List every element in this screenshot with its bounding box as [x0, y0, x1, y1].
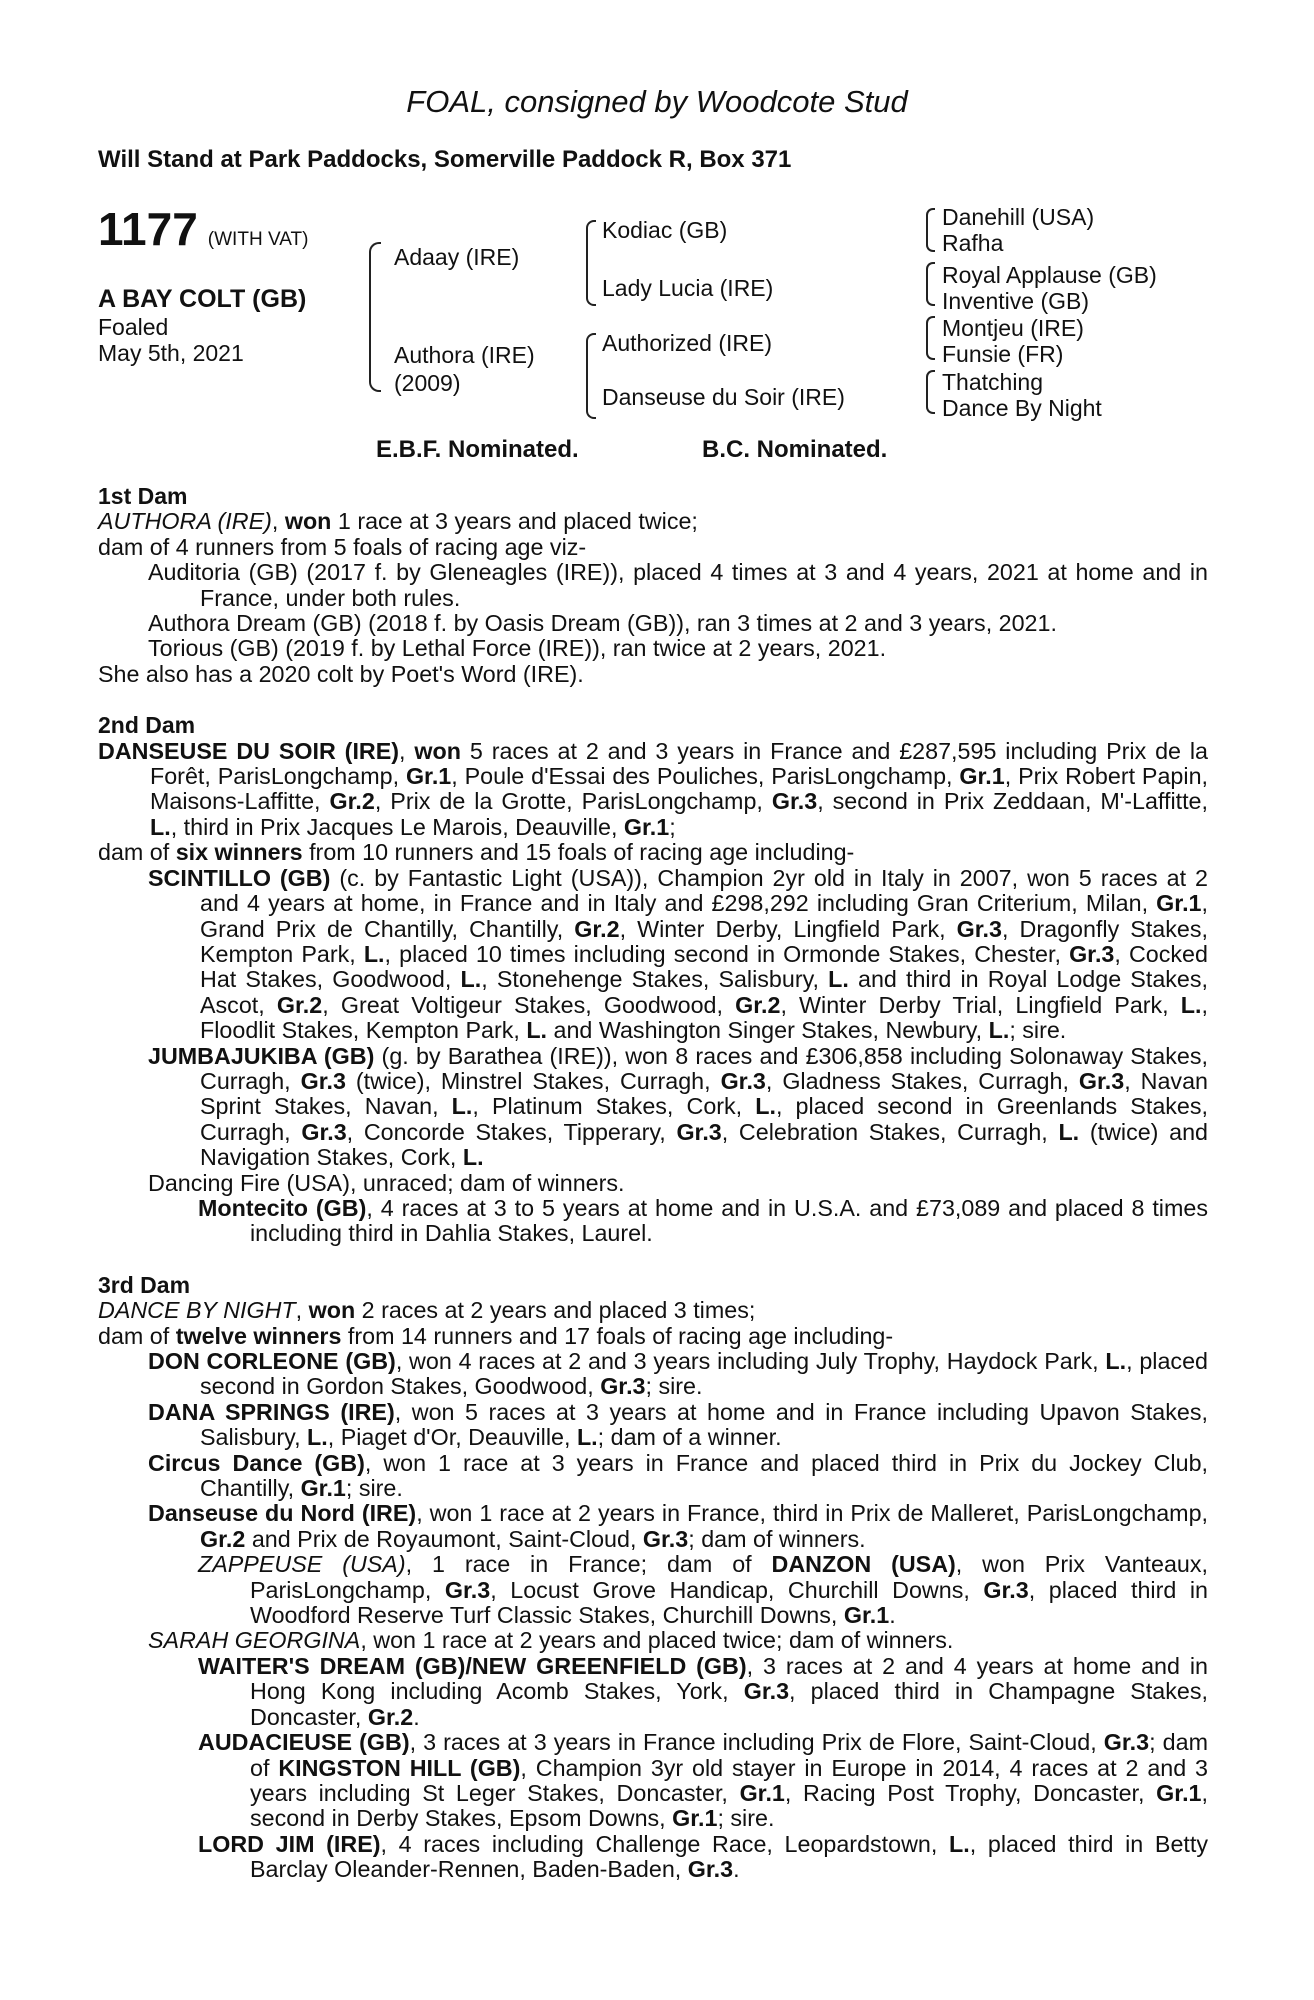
- pedigree-brace-g1: [926, 208, 935, 252]
- pedigree-g8: Dance By Night: [942, 395, 1102, 421]
- second-dam-line: DANSEUSE DU SOIR (IRE), won 5 races at 2 and 3 years in France and £287,595 including Prix de la Forêt, ParisLongchamp, Gr.1, Poule d'Essai des Pouliches, ParisLongchamp, Gr.1, Prix Robert Papin, Maisons-Laffitte, Gr.2, Prix de la Grotte, ParisLongchamp, Gr.3, second in Prix Zeddaan, M'-Laffitte, L., third in Prix Jacques Le Marois, Deauville, Gr.1;: [98, 737, 1209, 840]
- produce-entry: Authora Dream (GB) (2018 f. by Oasis Dream (GB)), ran 3 times at 2 and 3 years, 2021.: [148, 610, 1057, 637]
- pedigree-g5: Montjeu (IRE): [942, 315, 1084, 341]
- produce-entry: AUDACIEUSE (GB), 3 races at 3 years in France including Prix de Flore, Saint-Cloud, Gr.3; dam of KINGSTON HILL (GB), Champion 3yr old stayer in Europe in 2014, 4 races at 2 and 3 years including St Leger Stakes, Doncaster, Gr.1, Racing Post Trophy, Doncaster, Gr.1, second in Derby Stakes, Epsom Downs, Gr.1; sire.: [198, 1729, 1209, 1832]
- produce-entry: LORD JIM (IRE), 4 races including Challenge Race, Leopardstown, L., placed third in Betty Barclay Oleander-Rennen, Baden-Baden, Gr.3.: [198, 1830, 1208, 1883]
- pedigree-g3: Royal Applause (GB): [942, 262, 1157, 288]
- produce-entry: Montecito (GB), 4 races at 3 to 5 years at home and in U.S.A. and £73,089 and placed 8 times including third in Dahlia Stakes, Laurel.: [198, 1194, 1208, 1247]
- produce-entry: She also has a 2020 colt by Poet's Word (IRE).: [98, 660, 584, 687]
- produce-entry: JUMBAJUKIBA (GB) (g. by Barathea (IRE)), won 8 races and £306,858 including Solonaway Stakes, Curragh, Gr.3 (twice), Minstrel Stakes, Curragh, Gr.3, Gladness Stakes, Curragh, Gr.3, Navan Sprint Stakes, Navan, L., Platinum Stakes, Cork, L., placed second in Greenlands Stakes, Curragh, Gr.3, Concorde Stakes, Tipperary, Gr.3, Celebration Stakes, Curragh, L. (twice) and Navigation Stakes, Cork, L.: [148, 1042, 1208, 1171]
- second-dam-heading: 2nd Dam: [98, 712, 196, 739]
- page-title: FOAL, consigned by Woodcote Stud: [406, 84, 908, 119]
- bc-nomination: B.C. Nominated.: [702, 436, 888, 463]
- third-dam-line: DANCE BY NIGHT, won 2 races at 2 years and placed 3 times;: [98, 1297, 756, 1324]
- stand-location: Will Stand at Park Paddocks, Somerville Paddock R, Box 371: [98, 146, 792, 173]
- pedigree-g2: Rafha: [942, 230, 1004, 256]
- produce-entry: Circus Dance (GB), won 1 race at 3 years in France and placed third in Prix du Jockey Club, Chantilly, Gr.1; sire.: [148, 1449, 1208, 1502]
- pedigree-dam-dam: Danseuse du Soir (IRE): [602, 384, 845, 410]
- pedigree-sire-sire: Kodiac (GB): [602, 217, 728, 243]
- lot-number-value: 1177: [98, 203, 198, 255]
- pedigree-brace-main: [369, 242, 381, 392]
- produce-entry: Danseuse du Nord (IRE), won 1 race at 2 years in France, third in Prix de Malleret, ParisLongchamp, Gr.2 and Prix de Royaumont, Saint-Cloud, Gr.3; dam of winners.: [148, 1500, 1208, 1552]
- pedigree-g6: Funsie (FR): [942, 341, 1064, 367]
- pedigree-g4: Inventive (GB): [942, 288, 1089, 314]
- produce-entry: ZAPPEUSE (USA), 1 race in France; dam of DANZON (USA), won Prix Vanteaux, ParisLongchamp, Gr.3, Locust Grove Handicap, Churchill Downs, Gr.3, placed third in Woodford Reserve Turf Classic Stakes, Churchill Downs, Gr.1.: [198, 1551, 1209, 1629]
- ebf-nomination: E.B.F. Nominated.: [376, 436, 579, 463]
- pedigree-brace-g2: [926, 262, 935, 306]
- pedigree-sire-dam: Lady Lucia (IRE): [602, 275, 774, 301]
- first-dam-heading: 1st Dam: [98, 483, 188, 509]
- third-dam-heading: 3rd Dam: [98, 1271, 191, 1298]
- produce-entry: DON CORLEONE (GB), won 4 races at 2 and 3 years including July Trophy, Haydock Park, L., placed second in Gordon Stakes, Goodwood, Gr.3; sire.: [148, 1348, 1208, 1400]
- third-dam-produce-intro: dam of twelve winners from 14 runners and 17 foals of racing age including-: [98, 1322, 894, 1349]
- produce-entry: Auditoria (GB) (2017 f. by Gleneagles (IRE)), placed 4 times at 3 and 4 years, 2021 at home and in France, under both rules.: [148, 559, 1208, 611]
- produce-entry: SCINTILLO (GB) (c. by Fantastic Light (USA)), Champion 2yr old in Italy in 2007, won 5 races at 2 and 4 years at home, in France and in Italy and £298,292 including Gran Criterium, Milan, Gr.1, Grand Prix de Chantilly, Chantilly, Gr.2, Winter Derby, Lingfield Park, Gr.3, Dragonfly Stakes, Kempton Park, L., placed 10 times including second in Ormonde Stakes, Chester, Gr.3, Cocked Hat Stakes, Goodwood, L., Stonehenge Stakes, Salisbury, L. and third in Royal Lodge Stakes, Ascot, Gr.2, Great Voltigeur Stakes, Goodwood, Gr.2, Winter Derby Trial, Lingfield Park, L., Floodlit Stakes, Kempton Park, L. and Washington Singer Stakes, Newbury, L.; sire.: [148, 864, 1209, 1044]
- lot-description: A BAY COLT (GB): [98, 285, 307, 313]
- produce-entry: Dancing Fire (USA), unraced; dam of winners.: [148, 1169, 625, 1196]
- pedigree-narrative: [98, 484, 1208, 1883]
- pedigree-brace-dam: [586, 333, 596, 419]
- pedigree-sire: Adaay (IRE): [394, 244, 520, 270]
- pedigree-brace-sire: [586, 220, 596, 306]
- produce-entry: SARAH GEORGINA, won 1 race at 2 years and placed twice; dam of winners.: [148, 1627, 954, 1654]
- pedigree-brace-g4: [926, 370, 935, 414]
- pedigree-g7: Thatching: [942, 369, 1044, 395]
- pedigree-dam-year: (2009): [394, 370, 461, 396]
- produce-entry: Torious (GB) (2019 f. by Lethal Force (IRE)), ran twice at 2 years, 2021.: [148, 635, 887, 662]
- vat-label: (WITH VAT): [207, 229, 309, 250]
- first-dam-line: AUTHORA (IRE), won 1 race at 3 years and placed twice;: [98, 508, 698, 535]
- lot-number: [98, 202, 308, 256]
- produce-entry: DANA SPRINGS (IRE), won 5 races at 3 years at home and in France including Upavon Stakes, Salisbury, L., Piaget d'Or, Deauville, L.; dam of a winner.: [148, 1398, 1208, 1451]
- second-dam-produce-intro: dam of six winners from 10 runners and 15 foals of racing age including-: [98, 839, 855, 866]
- foaled-label: Foaled: [98, 314, 169, 340]
- pedigree-g1: Danehill (USA): [942, 204, 1095, 230]
- pedigree-dam: Authora (IRE): [394, 342, 535, 368]
- foaled-date: May 5th, 2021: [98, 340, 244, 366]
- pedigree-dam-sire: Authorized (IRE): [602, 330, 773, 356]
- pedigree-brace-g3: [926, 316, 935, 360]
- produce-entry: WAITER'S DREAM (GB)/NEW GREENFIELD (GB), 3 races at 2 and 4 years at home and in Hong Kong including Acomb Stakes, York, Gr.3, placed third in Champagne Stakes, Doncaster, Gr.2.: [198, 1652, 1208, 1730]
- first-dam-produce-intro: dam of 4 runners from 5 foals of racing age viz-: [98, 533, 587, 560]
